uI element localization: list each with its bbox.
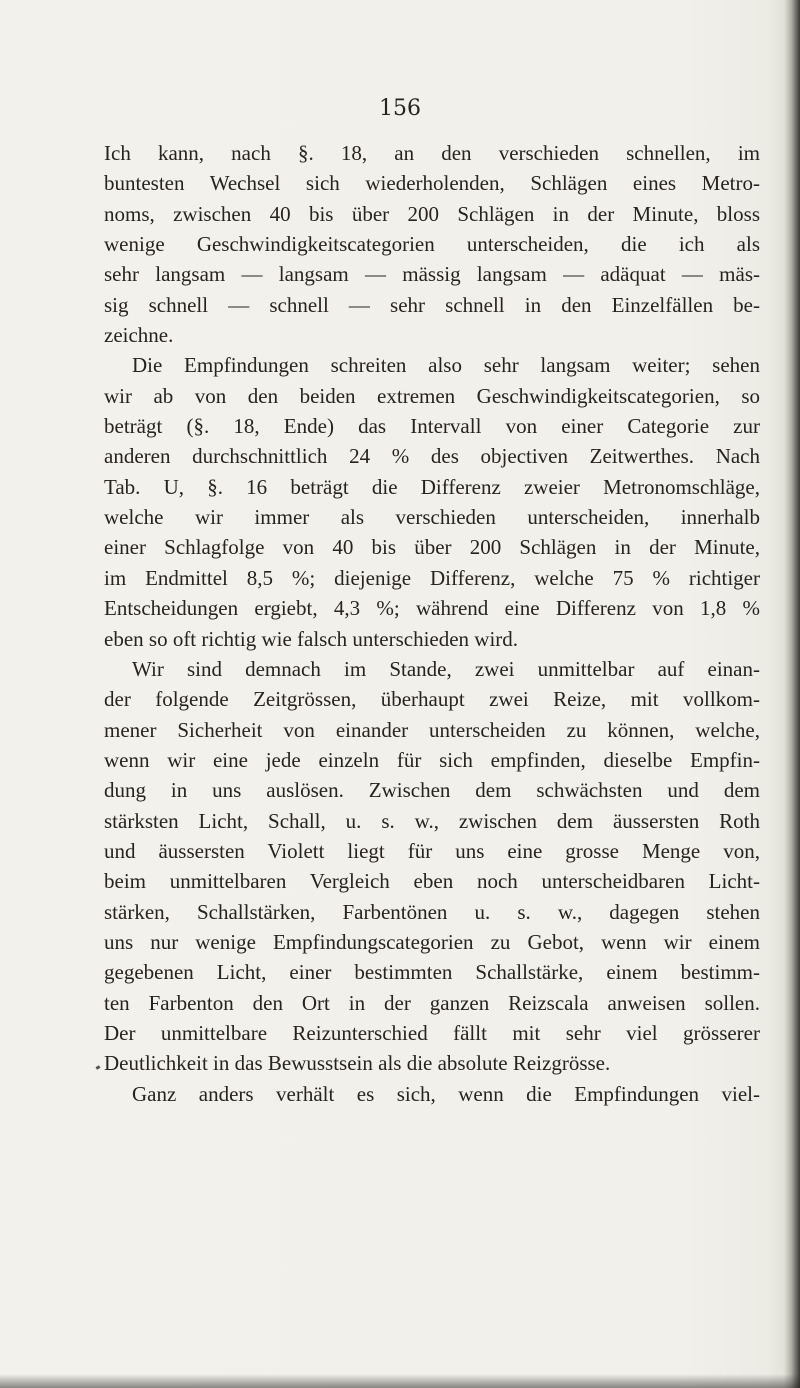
text-line: Wir sind demnach im Stande, zwei unmittelbar auf einan- <box>132 656 760 681</box>
text-line: und äussersten Violett liegt für uns eine grosse Menge von, <box>104 838 760 863</box>
text-line: ten Farbenton den Ort in der ganzen Reizscala anweisen sollen. <box>104 990 760 1015</box>
text-line: Die Empfindungen schreiten also sehr langsam weiter; sehen <box>132 353 760 378</box>
text-line: Entscheidungen ergiebt, 4,3 %; während eine Differenz von 1,8 % <box>104 596 760 621</box>
text-line: wenige Geschwindigkeitscategorien unterscheiden, die ich als <box>104 232 760 257</box>
text-line: mener Sicherheit von einander unterscheiden zu können, welche, <box>104 717 760 742</box>
ink-speck <box>96 1065 101 1070</box>
text-line: einer Schlagfolge von 40 bis über 200 Schlägen in der Minute, <box>104 535 760 560</box>
text-line: dung in uns auslösen. Zwischen dem schwächsten und dem <box>104 778 760 803</box>
text-line: sehr langsam — langsam — mässig langsam — adäquat — mäs- <box>104 262 760 287</box>
text-line: gegebenen Licht, einer bestimmten Schallstärke, einem bestimm- <box>104 960 760 985</box>
text-line: uns nur wenige Empfindungscategorien zu Gebot, wenn wir einem <box>104 929 760 954</box>
text-line: Tab. U, §. 16 beträgt die Differenz zweier Metronomschläge, <box>104 474 760 499</box>
text-line: Der unmittelbare Reizunterschied fällt mit sehr viel grösserer <box>104 1020 760 1045</box>
text-line: beim unmittelbaren Vergleich eben noch unterscheidbaren Licht- <box>104 869 760 894</box>
text-line: anderen durchschnittlich 24 % des objectiven Zeitwerthes. Nach <box>104 444 760 469</box>
page-bottom-shadow <box>0 1374 800 1388</box>
page-edge-shadow <box>784 0 800 1388</box>
text-line: noms, zwischen 40 bis über 200 Schlägen in der Minute, bloss <box>104 201 760 226</box>
text-line: welche wir immer als verschieden unterscheiden, innerhalb <box>104 505 760 530</box>
text-line: stärksten Licht, Schall, u. s. w., zwischen dem äussersten Roth <box>104 808 760 833</box>
page-number: 156 <box>379 96 421 121</box>
text-line: eben so oft richtig wie falsch unterschieden wird. <box>104 626 519 651</box>
text-line: sig schnell — schnell — sehr schnell in den Einzelfällen be- <box>104 292 760 317</box>
text-line: buntesten Wechsel sich wiederholenden, Schlägen eines Metro- <box>104 171 760 196</box>
text-line: zeichne. <box>104 323 174 348</box>
body-text <box>104 138 760 1109</box>
text-line: Ich kann, nach §. 18, an den verschieden schnellen, im <box>104 141 760 165</box>
text-line: stärken, Schallstärken, Farbentönen u. s. w., dagegen stehen <box>104 899 760 924</box>
text-line: wenn wir eine jede einzeln für sich empfinden, dieselbe Empfin- <box>104 747 760 772</box>
text-line: der folgende Zeitgrössen, überhaupt zwei Reize, mit vollkom- <box>104 687 760 712</box>
text-line: Deutlichkeit in das Bewusstsein als die absolute Reizgrösse. <box>104 1051 611 1076</box>
text-line: beträgt (§. 18, Ende) das Intervall von einer Categorie zur <box>104 414 760 439</box>
text-line: wir ab von den beiden extremen Geschwindigkeitscategorien, so <box>104 383 760 408</box>
text-line: im Endmittel 8,5 %; diejenige Differenz, welche 75 % richtiger <box>104 565 760 590</box>
text-line: Ganz anders verhält es sich, wenn die Empfindungen viel- <box>132 1081 760 1106</box>
